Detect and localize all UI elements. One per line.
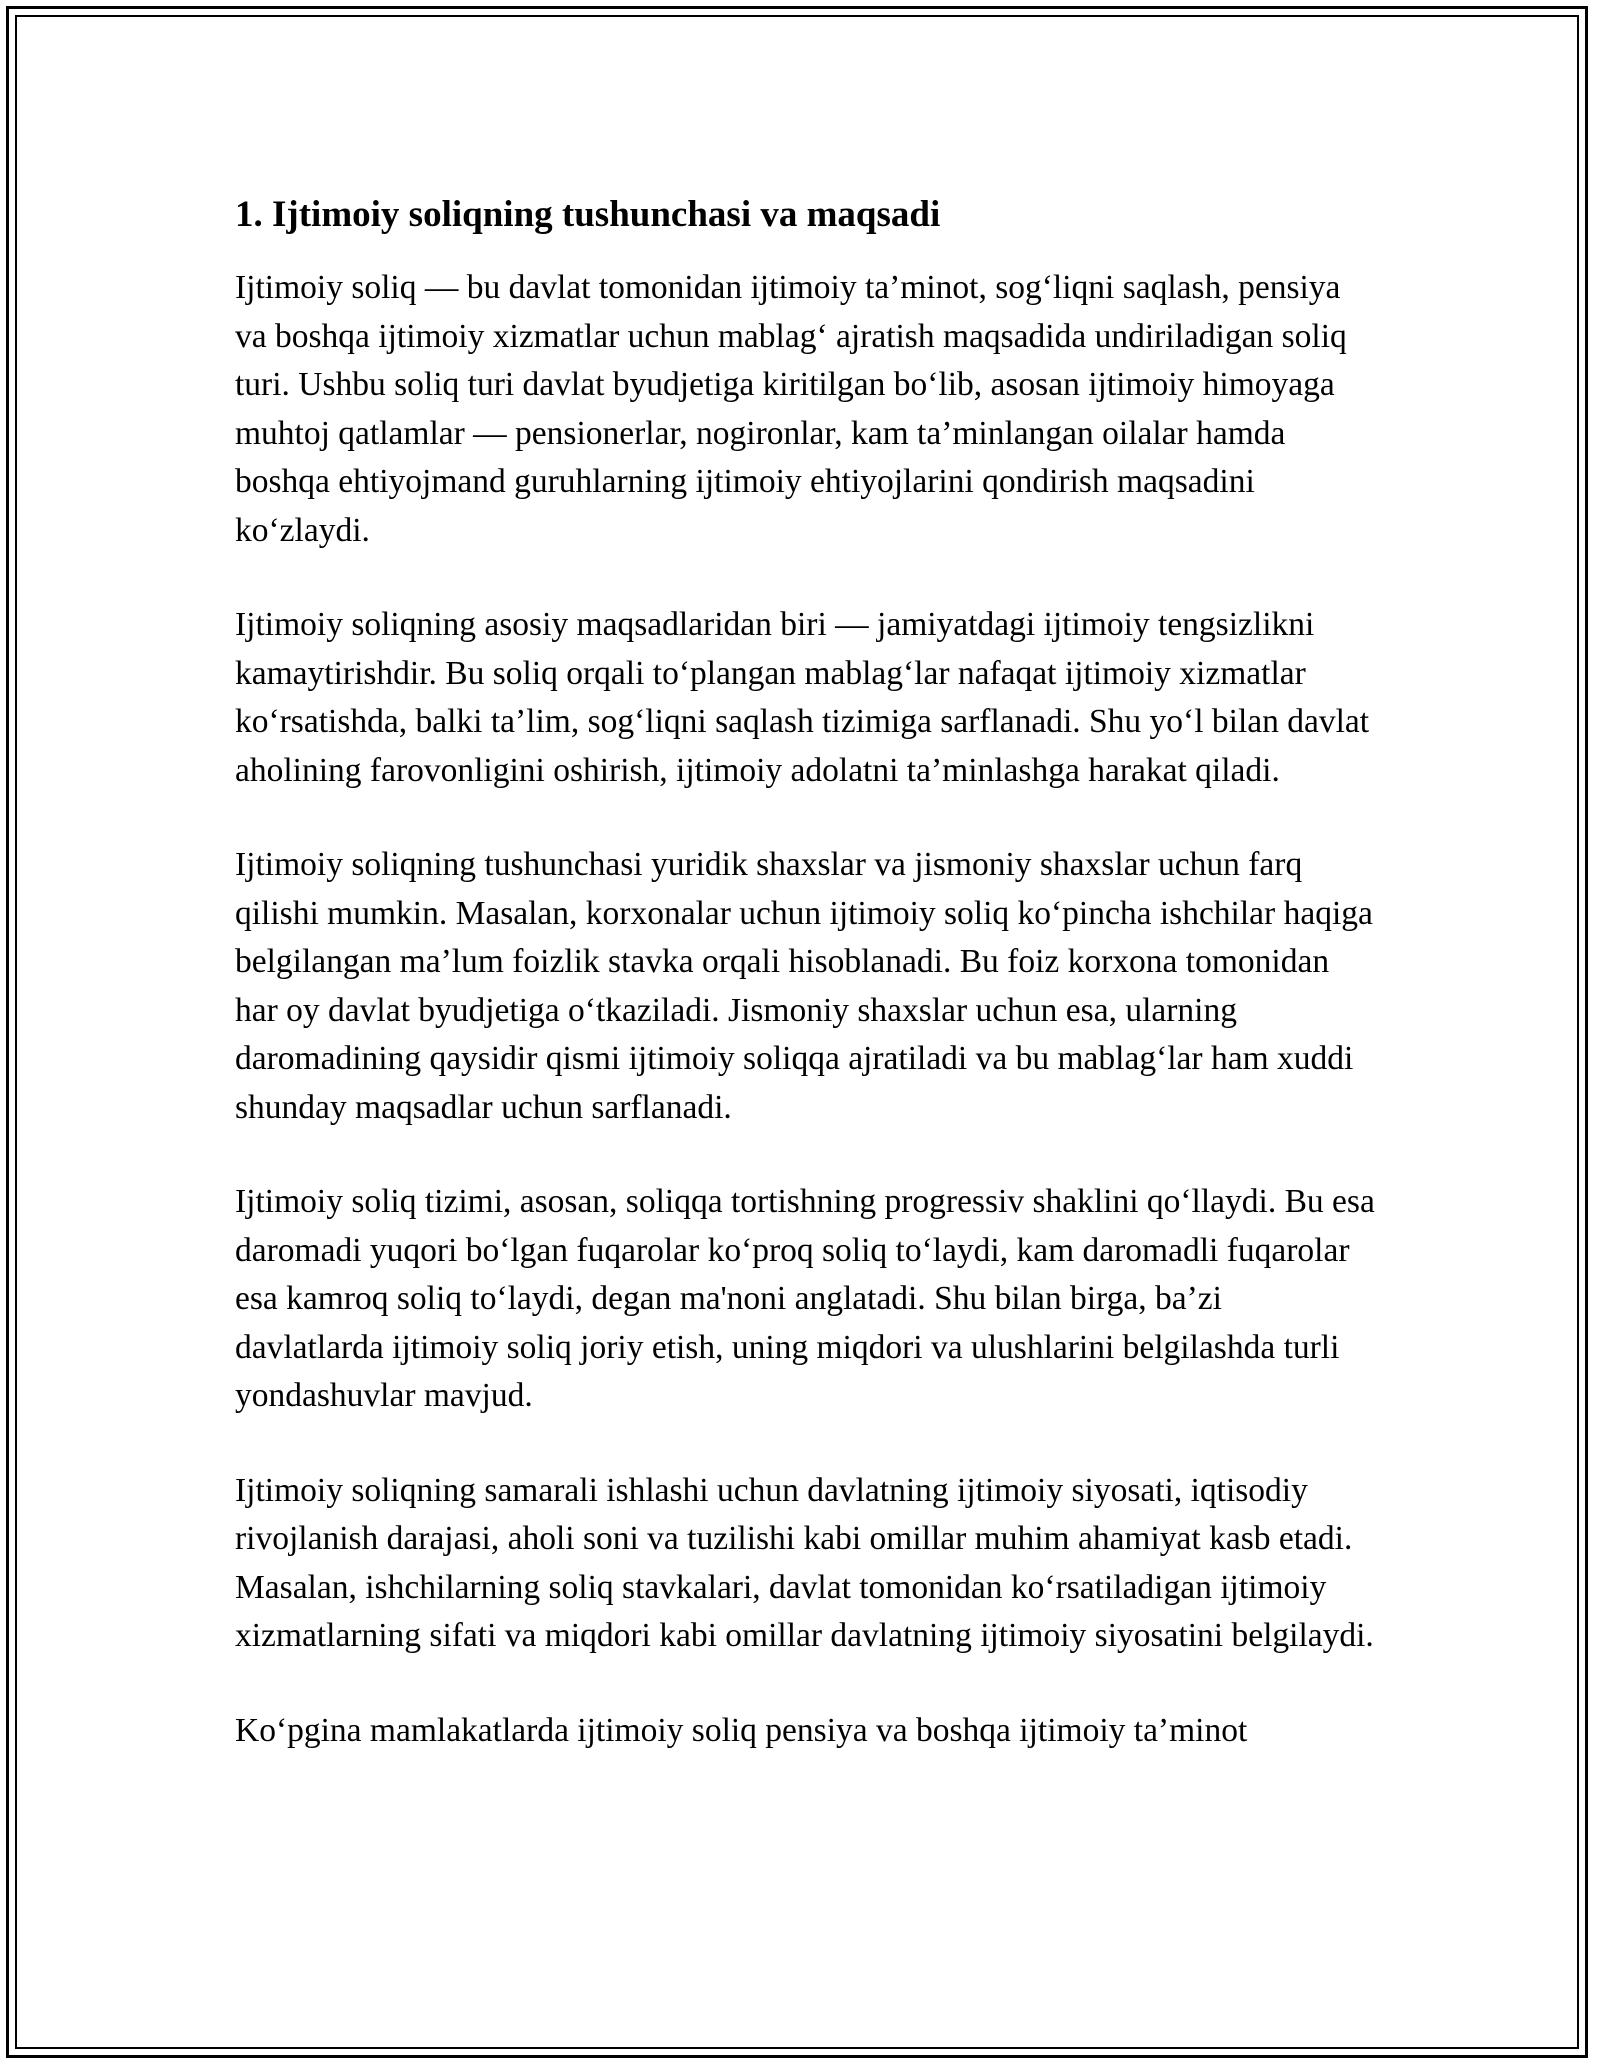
paragraph-3: Ijtimoiy soliqning tushunchasi yuridik shaxslar va jismoniy shaxslar uchun farq qilishi mumkin. Masalan, korxonalar uchun ijtimoiy soliq ko‘pincha ishchilar haqiga belgilangan ma’lum foizlik stavka orqali hisoblanadi. Bu foiz korxona tomonidan har oy davlat byudjetiga o‘tkaziladi. Jismoniy shaxslar uchun esa, ularning daromadining qaysidir qismi ijtimoiy soliqqa ajratiladi va bu mablag‘lar ham xuddi shunday maqsadlar uchun sarflanadi.: [235, 846, 1373, 1126]
document-body: [235, 188, 1375, 1801]
paragraph-2: Ijtimoiy soliqning asosiy maqsadlaridan biri — jamiyatdagi ijtimoiy tengsizlikni kamaytirishdir. Bu soliq orqali to‘plangan mablag‘lar nafaqat ijtimoiy xizmatlar ko‘rsatishda, balki ta’lim, sog‘liqni saqlash tizimiga sarflanadi. Shu yo‘l bilan davlat aholining farovonligini oshirish, ijtimoiy adolatni ta’minlashga harakat qiladi.: [235, 606, 1370, 789]
section-heading: 1. Ijtimoiy soliqning tushunchasi va maqsadi: [235, 194, 941, 235]
paragraph-6: Ko‘pgina mamlakatlarda ijtimoiy soliq pensiya va boshqa ijtimoiy ta’minot: [235, 1711, 1248, 1749]
paragraph-5: Ijtimoiy soliqning samarali ishlashi uchun davlatning ijtimoiy siyosati, iqtisodiy rivojlanish darajasi, aholi soni va tuzilishi kabi omillar muhim ahamiyat kasb etadi. Masalan, ishchilarning soliq stavkalari, davlat tomonidan ko‘rsatiladigan ijtimoiy xizmatlarning sifati va miqdori kabi omillar davlatning ijtimoiy siyosatini belgilaydi.: [235, 1471, 1374, 1654]
paragraph-4: Ijtimoiy soliq tizimi, asosan, soliqqa tortishning progressiv shaklini qo‘llaydi. Bu esa daromadi yuqori bo‘lgan fuqarolar ko‘proq soliq to‘laydi, kam daromadli fuqarolar esa kamroq soliq to‘laydi, degan ma'noni anglatadi. Shu bilan birga, ba’zi davlatlarda ijtimoiy soliq joriy etish, uning miqdori va ulushlarini belgilashda turli yondashuvlar mavjud.: [235, 1183, 1375, 1414]
paragraph-1: Ijtimoiy soliq — bu davlat tomonidan ijtimoiy ta’minot, sog‘liqni saqlash, pensiya va boshqa ijtimoiy xizmatlar uchun mablag‘ ajratish maqsadida undiriladigan soliq turi. Ushbu soliq turi davlat byudjetiga kiritilgan bo‘lib, asosan ijtimoiy himoyaga muhtoj qatlamlar — pensionerlar, nogironlar, kam ta’minlangan oilalar hamda boshqa ehtiyojmand guruhlarning ijtimoiy ehtiyojlarini qondirish maqsadini ko‘zlaydi.: [235, 269, 1347, 549]
